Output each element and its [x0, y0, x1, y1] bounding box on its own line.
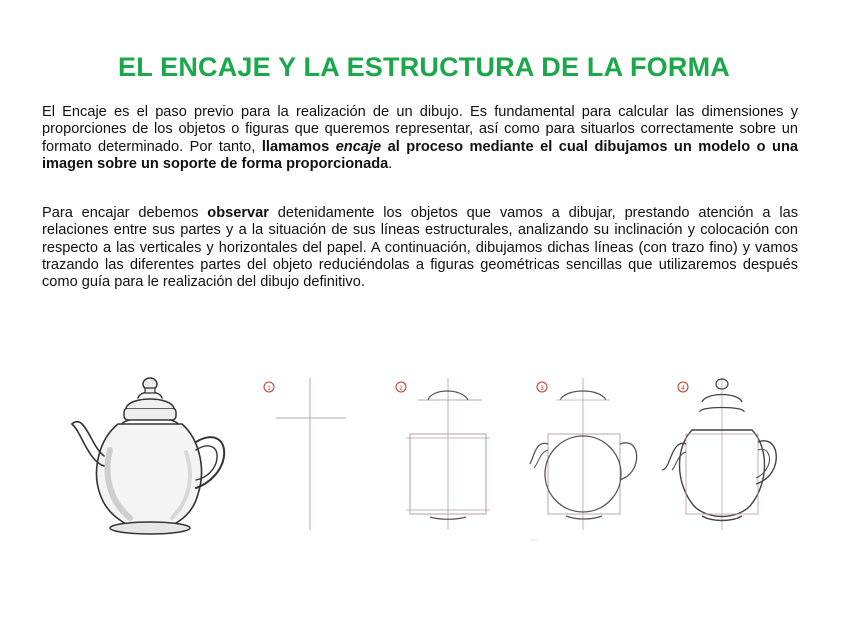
paragraph2-text-start: Para encajar debemos: [42, 205, 208, 221]
paragraph-encaje-definition: [42, 104, 798, 173]
paragraph1-bold-italic: encaje: [335, 138, 382, 155]
paragraph1-end: .: [388, 155, 393, 172]
step-2-sketch: [396, 378, 490, 530]
paragraph2-text-end: detenidamente los objetos que vamos a dibujar, prestando atención a las relaciones entre sus partes y a la situación de sus líneas estructurales, analizando su inclinación y colocación con respecto a las verticales y horizontales del papel. A continuación, dibujamos dichas líneas (con trazo fino) y vamos trazando las diferentes partes del objeto reduciéndolas a figuras geométricas sencillas que utilizaremos después como guía para le realización del dibujo definitivo.: [42, 205, 798, 291]
step-4-sketch: [662, 378, 776, 530]
step-3-number: 3: [540, 386, 544, 392]
paragraph1-text: El Encaje es el paso previo para la realización de un dibujo. Es fundamental para calcular las dimensiones y proporciones de los objetos o figuras que queremos representar, así como para situarlos correctamente sobre un formato determinado. Por tanto,: [42, 104, 798, 155]
step-3-sketch: [530, 378, 637, 540]
step-1-number: 1: [267, 386, 271, 392]
paragraph-how-to-encajar: [42, 205, 798, 291]
finished-teapot-drawing: [72, 378, 224, 534]
paragraph1-bold-start: llamamos: [261, 138, 336, 155]
paragraph2-bold: observar: [207, 205, 269, 221]
teapot-encaje-illustration: [0, 360, 848, 560]
page-title: EL ENCAJE Y LA ESTRUCTURA DE LA FORMA: [118, 52, 730, 82]
paragraph1-bold-end: al proceso mediante el cual dibujamos un modelo o una imagen sobre un soporte de forma proporcionada: [42, 138, 798, 172]
step-4-number: 4: [681, 386, 685, 392]
step-2-number: 2: [399, 386, 403, 392]
step-1-sketch: [264, 378, 346, 530]
